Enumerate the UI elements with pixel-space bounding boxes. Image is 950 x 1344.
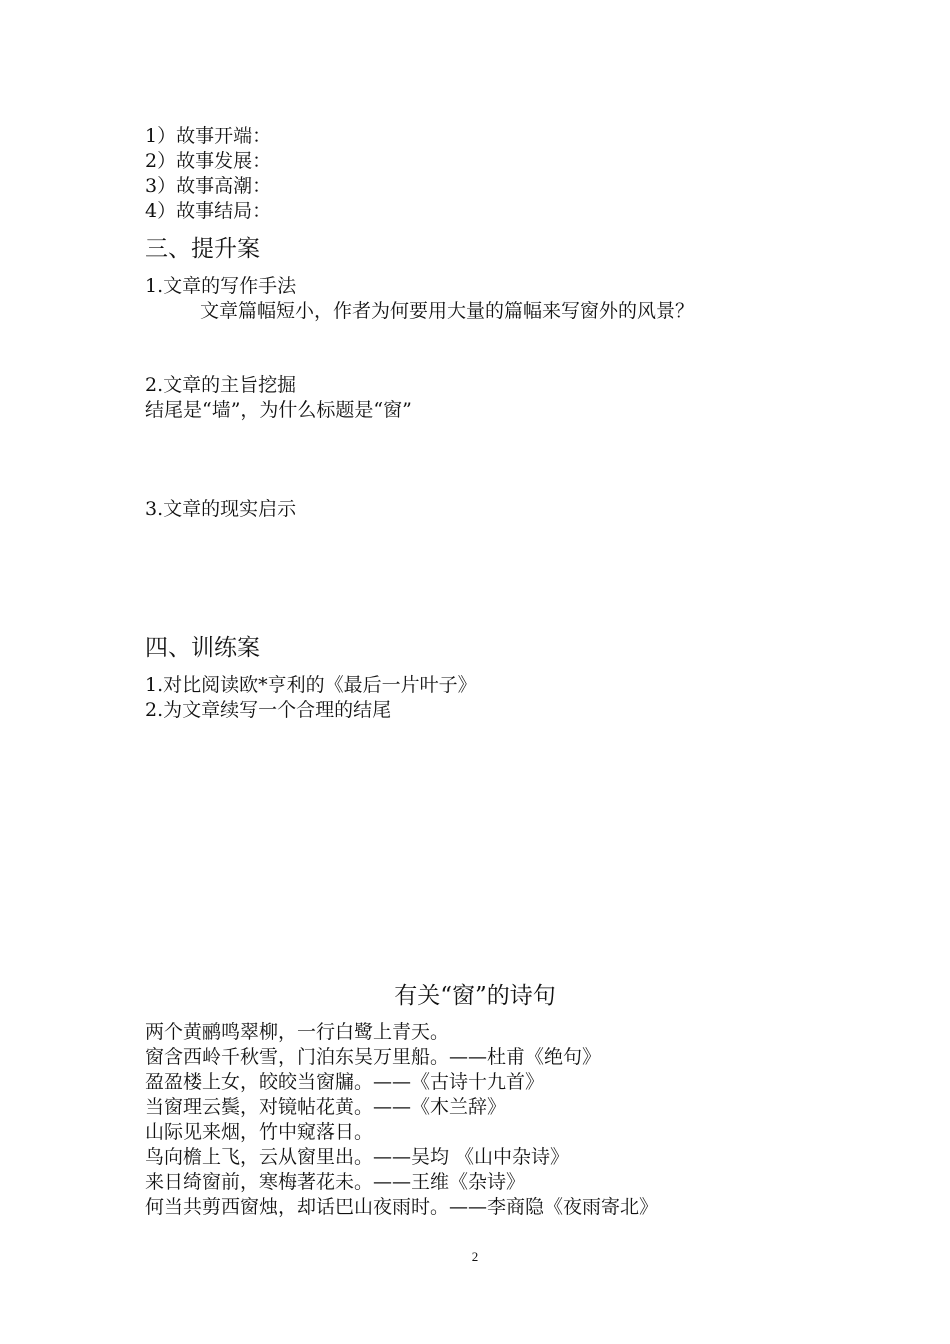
poems-title: 有关“窗”的诗句 xyxy=(394,983,556,1009)
poem-line: 两个黄鹂鸣翠柳，一行白鹭上青天。 xyxy=(145,1021,450,1043)
page-number: 2 xyxy=(471,1249,479,1264)
section-four-heading: 四、训练案 xyxy=(145,635,260,661)
story-part-climax: 3）故事高潮： xyxy=(145,175,272,197)
training-item-1: 1.对比阅读欧*亨利的《最后一片叶子》 xyxy=(145,674,477,696)
question-3-title: 3.文章的现实启示 xyxy=(145,498,297,520)
question-1-title: 1.文章的写作手法 xyxy=(145,275,297,297)
story-part-development: 2）故事发展： xyxy=(145,150,272,172)
poem-line: 当窗理云鬓，对镜帖花黄。——《木兰辞》 xyxy=(145,1096,507,1118)
question-1-text: 文章篇幅短小，作者为何要用大量的篇幅来写窗外的风景？ xyxy=(200,300,695,322)
poem-line: 何当共剪西窗烛，却话巴山夜雨时。——李商隐《夜雨寄北》 xyxy=(145,1196,659,1218)
poem-line: 山际见来烟，竹中窥落日。 xyxy=(145,1121,374,1143)
question-2-text: 结尾是“墙”，为什么标题是“窗” xyxy=(145,399,412,421)
training-item-2: 2.为文章续写一个合理的结尾 xyxy=(145,699,392,721)
question-2-title: 2.文章的主旨挖掘 xyxy=(145,374,297,396)
poem-line: 盈盈楼上女，皎皎当窗牖。——《古诗十九首》 xyxy=(145,1071,545,1093)
section-three-heading: 三、提升案 xyxy=(145,236,260,262)
poem-line: 窗含西岭千秋雪，门泊东吴万里船。——杜甫《绝句》 xyxy=(145,1046,602,1068)
story-part-beginning: 1）故事开端： xyxy=(145,125,272,147)
poem-line: 来日绮窗前，寒梅著花未。——王维《杂诗》 xyxy=(145,1171,526,1193)
story-part-ending: 4）故事结局： xyxy=(145,200,272,222)
poem-line: 鸟向檐上飞，云从窗里出。——吴均 《山中杂诗》 xyxy=(145,1146,570,1168)
